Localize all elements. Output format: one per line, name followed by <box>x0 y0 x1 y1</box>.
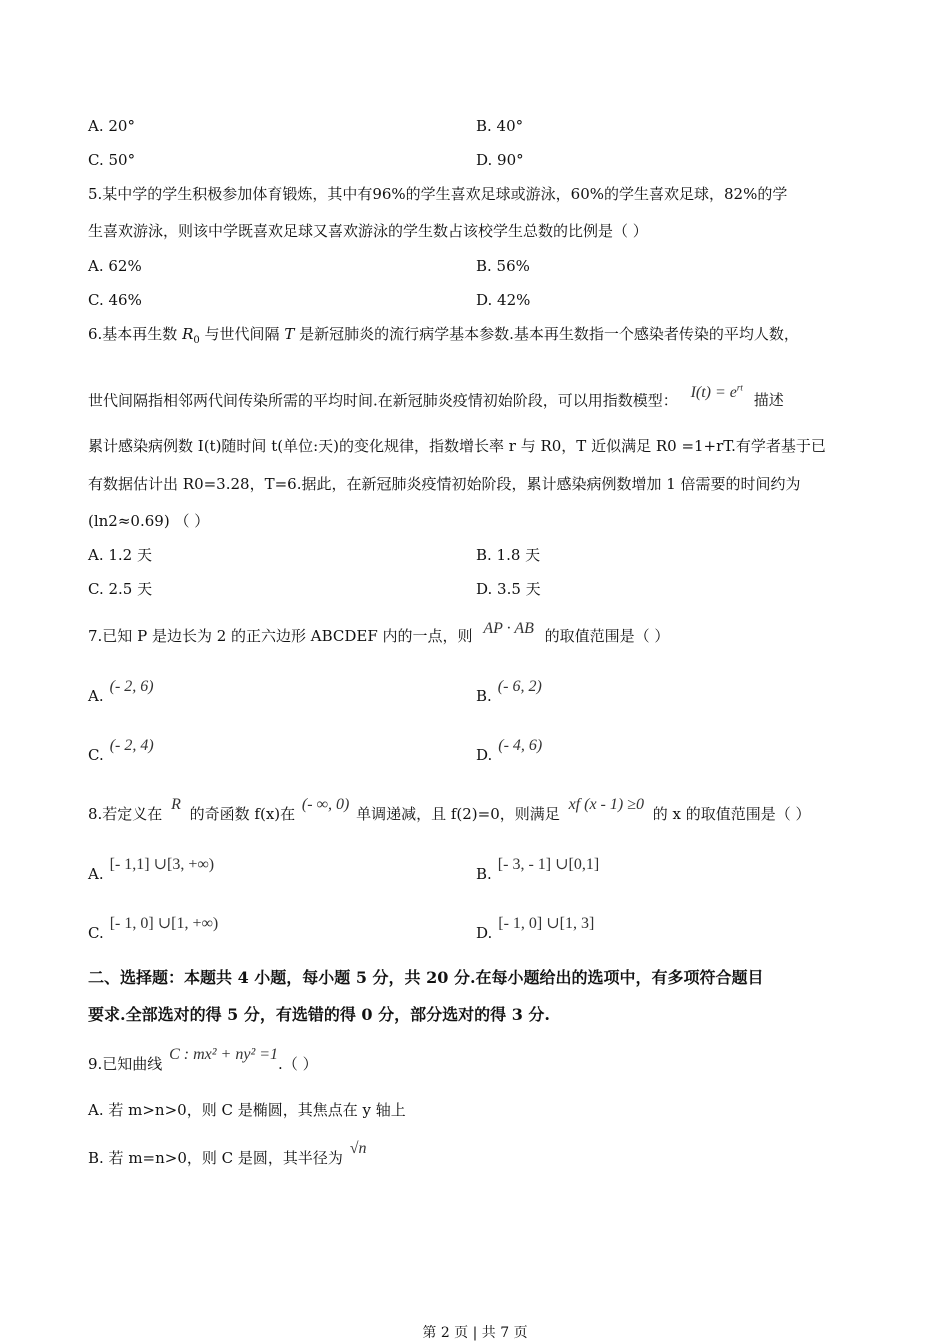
q7-option-d: D.(- 4, 6) <box>476 737 543 764</box>
q6-text-line5: (ln2≈0.69) （ ） <box>88 512 210 530</box>
q4-option-d: D. 90° <box>476 151 524 169</box>
page-footer: 第 2 页 | 共 7 页 <box>422 1325 528 1341</box>
q6-text-line3: 累计感染病例数 I(t)随时间 t(单位:天)的变化规律，指数增长率 r 与 R0，T 近似满足 R0 =1+rT.有学者基于已 <box>88 437 826 455</box>
section2-heading-line2: 要求.全部选对的得 5 分，有选错的得 0 分，部分选对的得 3 分. <box>88 1005 550 1024</box>
q6-option-c: C. 2.5 天 <box>88 580 153 598</box>
q6-text-line1: 6.基本再生数 $R_0$ 与世代间隔 T 是新冠肺炎的流行病学基本参数.基本再生数指一个感染者传染的平均人数， <box>88 325 799 346</box>
q9-text: 9.已知曲线 C : mx² + ny² =1.（ ） <box>88 1046 318 1073</box>
q6-option-b: B. 1.8 天 <box>476 546 541 564</box>
q8-option-d: D.[- 1, 0] ∪[1, 3] <box>476 915 595 942</box>
q8-option-b: B.[- 3, - 1] ∪[0,1] <box>476 856 600 883</box>
q4-option-c: C. 50° <box>88 151 136 169</box>
q6-text-line2: 世代间隔指相邻两代间传染所需的平均时间.在新冠肺炎疫情初始阶段，可以用指数模型： $I(t) = e^{rt}$ 描述 <box>88 383 784 410</box>
q5-option-d: D. 42% <box>476 291 531 309</box>
q6-exponential-model-formula: $I(t) = e^{rt}$ <box>690 383 743 402</box>
section2-heading-line1: 二、选择题：本题共 4 小题，每小题 5 分，共 20 分.在每小题给出的选项中，有多项符合题目 <box>88 968 764 987</box>
q9-radius-formula: √n <box>349 1140 367 1157</box>
q5-text-line1: 5.某中学的学生积极参加体育锻炼，其中有96%的学生喜欢足球或游泳，60%的学生喜欢足球，82%的学 <box>88 185 788 203</box>
q7-option-a: A.(- 2, 6) <box>88 678 154 705</box>
q5-text-line2: 生喜欢游泳，则该中学既喜欢足球又喜欢游泳的学生数占该校学生总数的比例是（ ） <box>88 222 648 240</box>
q8-text: 8.若定义在 R 的奇函数 f(x)在 (- ∞, 0) 单调递减，且 f(2)=0，则满足 xf (x - 1) ≥0 的 x 的取值范围是（ ） <box>88 796 811 823</box>
q4-option-b: B. 40° <box>476 117 524 135</box>
q7-text: 7.已知 P 是边长为 2 的正六边形 ABCDEF 内的一点，则 AP · AB 的取值范围是（ ） <box>88 620 670 645</box>
q5-option-c: C. 46% <box>88 291 142 309</box>
q5-option-b: B. 56% <box>476 257 530 275</box>
q9-option-a: A. 若 m>n>0，则 C 是椭圆，其焦点在 y 轴上 <box>88 1101 406 1119</box>
q4-option-a: A. 20° <box>88 117 135 135</box>
q6-option-a: A. 1.2 天 <box>88 546 152 564</box>
q9-option-b: B. 若 m=n>0，则 C 是圆，其半径为 √n <box>88 1140 367 1167</box>
q5-option-a: A. 62% <box>88 257 142 275</box>
q8-option-c: C.[- 1, 0] ∪[1, +∞) <box>88 915 219 942</box>
q7-vector-dot-product-formula: AP · AB <box>483 620 534 637</box>
q7-option-c: C.(- 2, 4) <box>88 737 154 764</box>
q8-option-a: A.[- 1,1] ∪[3, +∞) <box>88 856 215 883</box>
q6-text-line4: 有数据估计出 R0=3.28，T=6.据此，在新冠肺炎疫情初始阶段，累计感染病例数增加 1 倍需要的时间约为 <box>88 475 801 493</box>
q7-option-b: B.(- 6, 2) <box>476 678 542 705</box>
q6-option-d: D. 3.5 天 <box>476 580 541 598</box>
q9-curve-formula: C : mx² + ny² =1 <box>169 1046 279 1063</box>
